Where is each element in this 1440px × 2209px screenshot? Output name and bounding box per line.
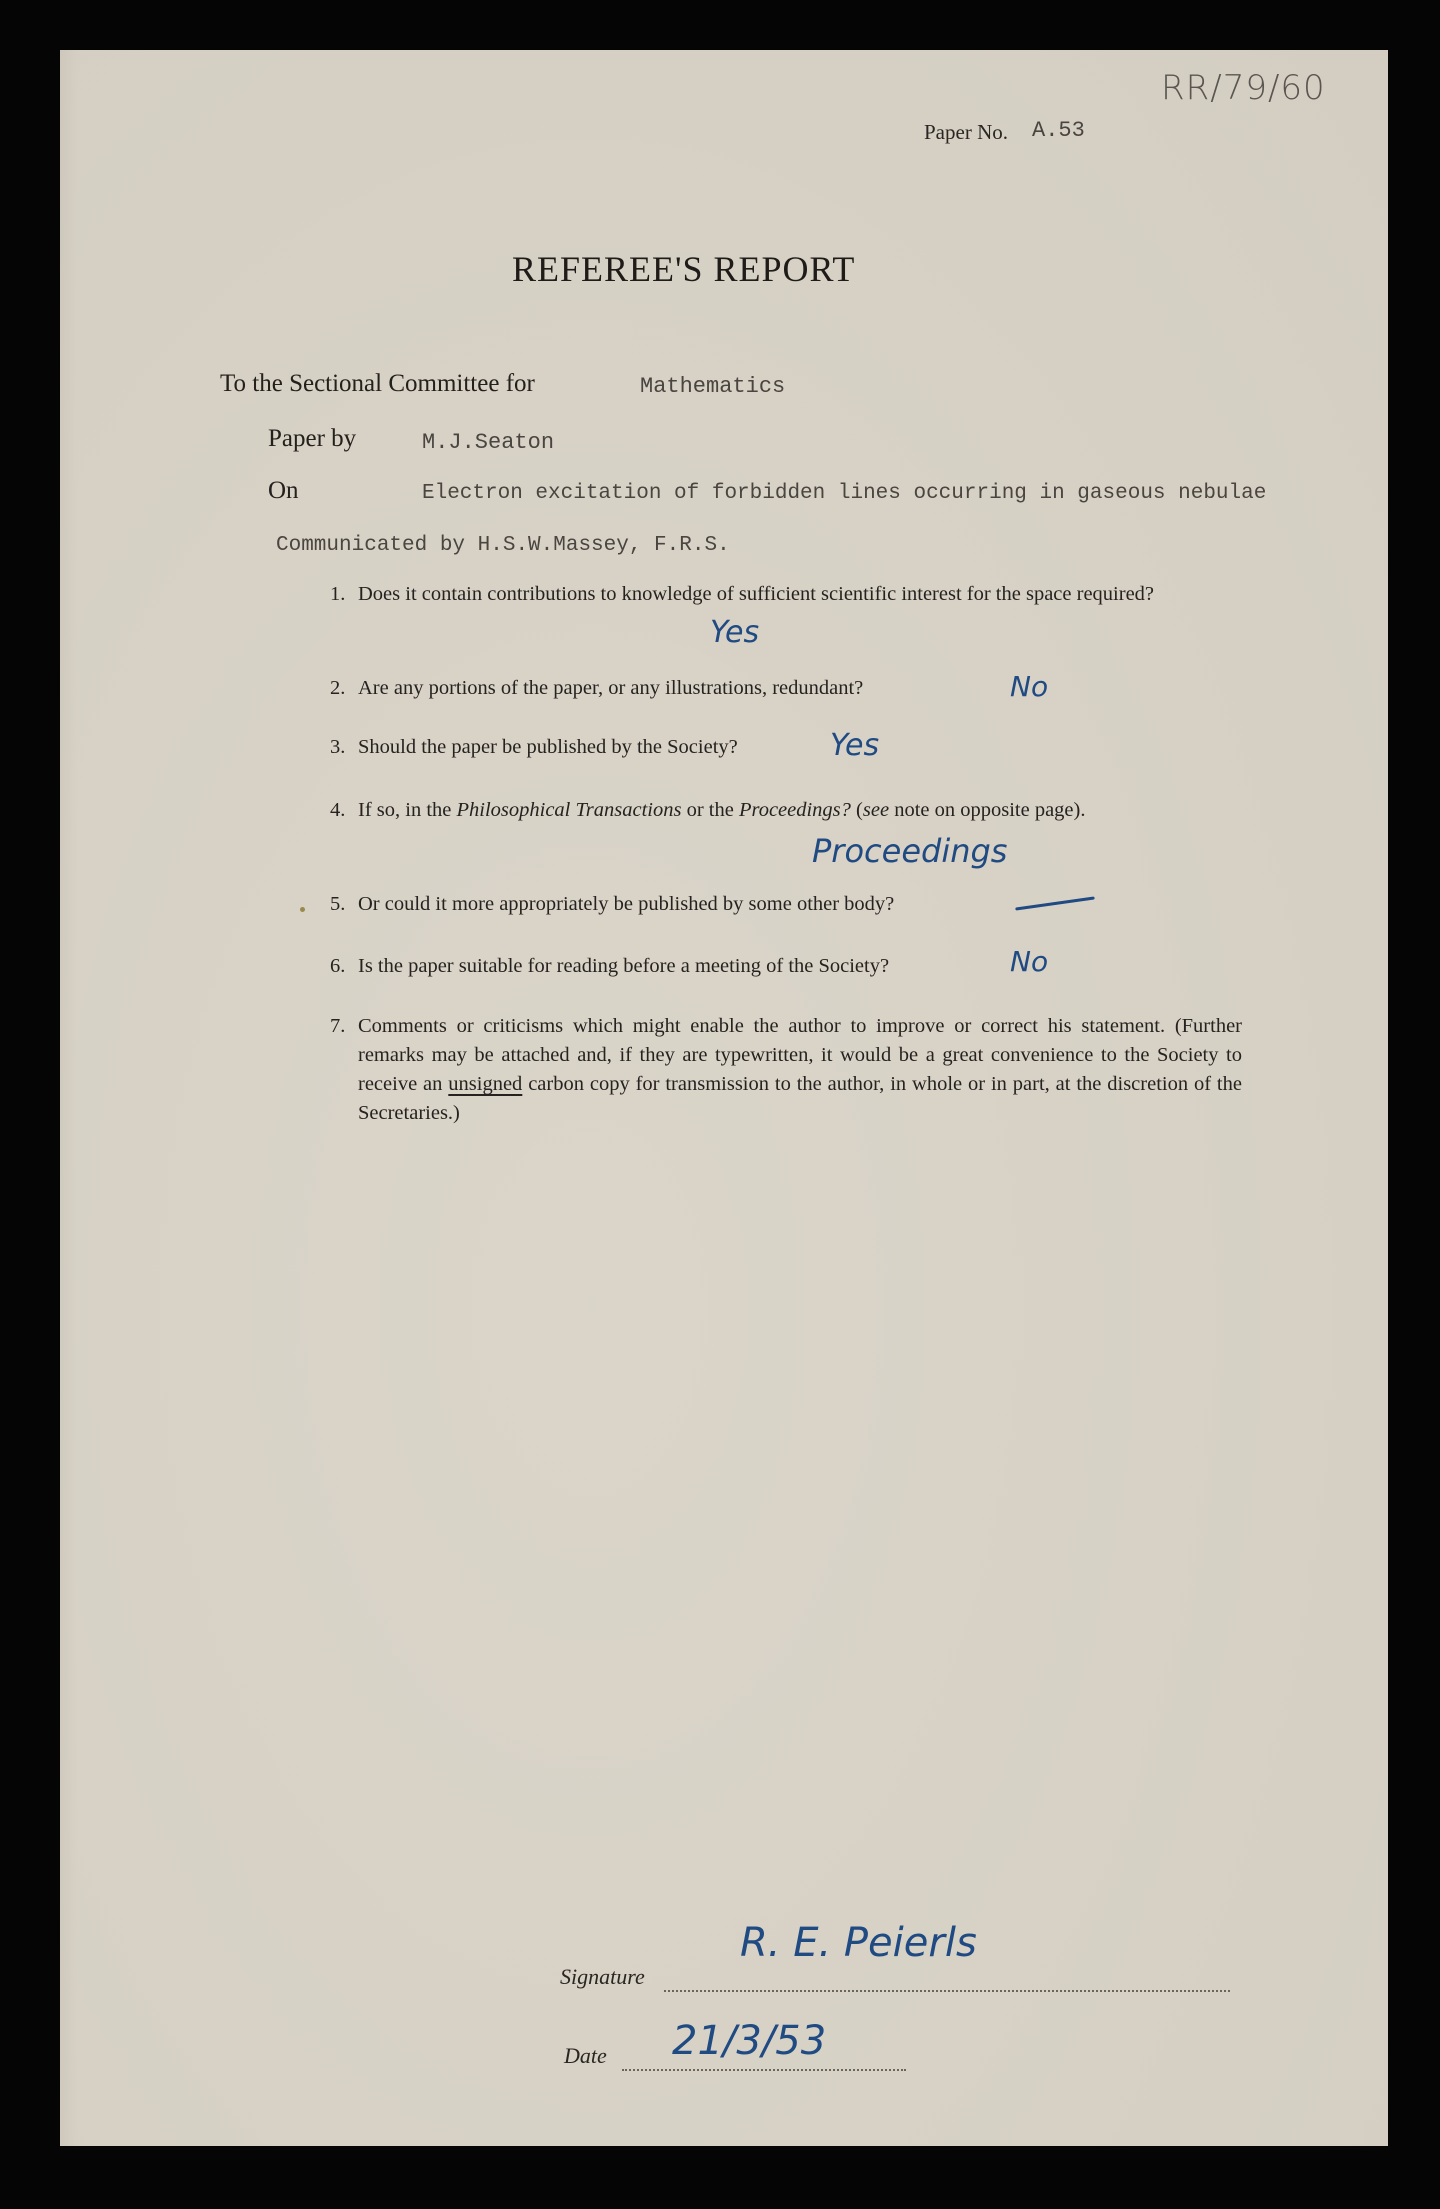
signature-line	[664, 1990, 1230, 1992]
q7-underlined-unsigned: unsigned	[448, 1073, 523, 1095]
question-number: 4.	[330, 799, 346, 821]
q4-italic-see: see	[862, 799, 890, 821]
paper-by-label: Paper by	[268, 425, 357, 452]
q4-italic-transactions: Philosophical Transactions	[456, 799, 682, 821]
answer-2-handwritten: No	[1010, 670, 1049, 703]
question-6-text: Is the paper suitable for reading before a meeting of the Society?	[358, 955, 890, 977]
communicated-by: Communicated by H.S.W.Massey, F.R.S.	[276, 534, 730, 557]
paper-number-label: Paper No.	[924, 120, 1008, 144]
question-1-text: Does it contain contributions to knowledge of sufficient scientific interest for the space required?	[358, 583, 1155, 605]
question-5	[330, 890, 1242, 919]
date-line	[622, 2069, 906, 2071]
answer-1-handwritten: Yes	[710, 615, 760, 650]
question-3-text: Should the paper be published by the Society?	[358, 736, 738, 758]
date-label: Date	[564, 2043, 607, 2068]
on-label: On	[268, 477, 299, 504]
question-7-text	[330, 1012, 1242, 1128]
stray-mark	[300, 907, 305, 912]
archive-reference: RR/79/60	[1161, 68, 1326, 108]
q4-italic-proceedings: Proceedings?	[738, 799, 851, 821]
q4-text-part: (	[850, 799, 863, 821]
question-number: 3.	[330, 736, 346, 758]
signature-handwritten: R. E. Peierls	[740, 1920, 977, 1966]
question-number: 1.	[330, 583, 346, 605]
question-3	[330, 733, 1242, 762]
paper-title-value: Electron excitation of forbidden lines occurring in gaseous nebulae	[422, 482, 1267, 505]
author-value: M.J.Seaton	[422, 430, 555, 455]
q4-text-part: note on opposite page).	[889, 799, 1086, 821]
answer-6-handwritten: No	[1010, 945, 1049, 978]
question-number: 6.	[330, 955, 346, 977]
page-title: REFEREE'S REPORT	[512, 249, 856, 289]
question-4	[330, 796, 1242, 825]
question-6	[330, 952, 1242, 981]
question-2-text: Are any portions of the paper, or any illustrations, redundant?	[358, 677, 864, 699]
question-2	[330, 674, 1242, 703]
committee-value: Mathematics	[640, 374, 786, 399]
date-handwritten: 21/3/53	[672, 2018, 827, 2064]
committee-label: To the Sectional Committee for	[220, 370, 535, 397]
question-7	[330, 1012, 1242, 1128]
q7-text-part: Comments or criticisms which might enable the author to improve or correct his statement. (Further remarks may be attached and, if they are typewritten, it would be a great convenience to the Society to receive an	[358, 1015, 1242, 1095]
q4-text-part: or the	[681, 799, 739, 821]
question-4-text	[330, 796, 1242, 825]
question-number: 7.	[330, 1015, 346, 1037]
referee-report-page	[60, 50, 1388, 2146]
signature-label: Signature	[560, 1964, 645, 1989]
question-number: 5.	[330, 893, 346, 915]
question-text	[330, 580, 1242, 609]
answer-4-handwritten: Proceedings	[812, 832, 1008, 870]
paper-number: A.53	[1032, 118, 1085, 143]
question-5-text: Or could it more appropriately be published by some other body?	[358, 893, 895, 915]
question-1	[330, 580, 1242, 609]
question-number: 2.	[330, 677, 346, 699]
answer-3-handwritten: Yes	[830, 728, 880, 763]
q4-text-part: If so, in the	[358, 799, 457, 821]
q7-text-part: carbon copy for transmission to the author, in whole or in part, at the discretion of the Secretaries.)	[358, 1073, 1242, 1124]
